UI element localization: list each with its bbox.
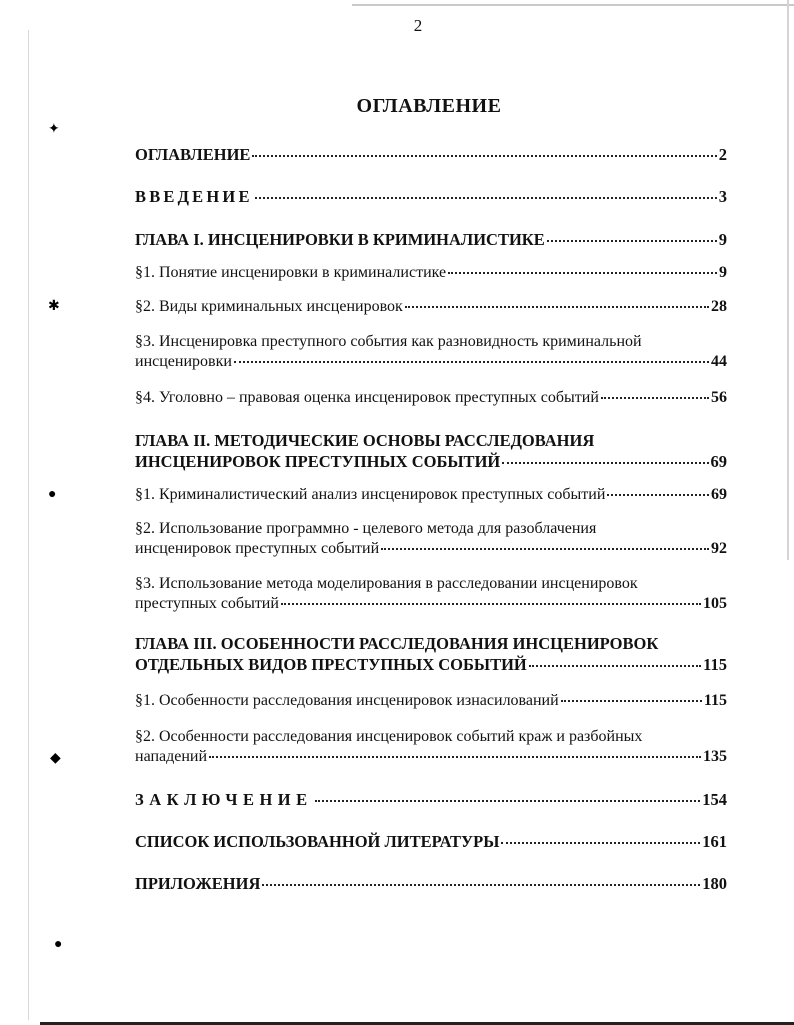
scan-edge-top	[352, 4, 794, 6]
page-title: ОГЛАВЛЕНИЕ	[356, 95, 502, 117]
toc-entry-label: СПИСОК ИСПОЛЬЗОВАННОЙ ЛИТЕРАТУРЫ	[135, 832, 500, 851]
dot-leader	[252, 155, 716, 157]
dot-leader	[381, 548, 709, 550]
toc-entry-label-line-2: преступных событий	[135, 595, 279, 612]
toc-entry-label: ЗАКЛЮЧЕНИЕ	[135, 790, 313, 809]
toc-entry-oglavlenie[interactable]	[135, 145, 727, 165]
dot-leader	[448, 272, 717, 274]
toc-entry-zakluchenie[interactable]	[135, 790, 727, 810]
dot-leader	[601, 397, 709, 399]
dot-leader	[529, 665, 701, 667]
toc-entry-ch2-section-1[interactable]	[135, 486, 727, 504]
toc-entry-label-line-2: инсценировки	[135, 353, 232, 370]
page-number: 2	[413, 16, 423, 35]
toc-page-number: 69	[711, 486, 727, 503]
toc-entry-label-line-2: нападений	[135, 748, 208, 765]
toc-page-number: 92	[711, 540, 727, 557]
toc-entry-prilozheniya[interactable]	[135, 874, 727, 894]
toc-page-number: 105	[703, 595, 727, 612]
toc-page-number: 135	[703, 748, 727, 765]
toc-entry-ch1-section-1[interactable]	[135, 264, 727, 282]
toc-entry-label-line-1: ГЛАВА II. МЕТОДИЧЕСКИЕ ОСНОВЫ РАССЛЕДОВАНИЯ	[135, 431, 595, 450]
dot-leader	[281, 603, 701, 605]
toc-entry-label: §1. Понятие инсценировки в криминалистике	[135, 264, 447, 281]
toc-entry-label: ПРИЛОЖЕНИЯ	[135, 874, 261, 893]
dot-leader	[255, 197, 717, 199]
toc-page-number: 9	[718, 230, 727, 249]
scan-speck: ◆	[50, 751, 61, 766]
scan-speck: ●	[54, 937, 63, 952]
toc-entry-label: ГЛАВА I. ИНСЦЕНИРОВКИ В КРИМИНАЛИСТИКЕ	[135, 230, 545, 249]
toc-entry-ch1-section-3[interactable]	[135, 333, 727, 371]
toc-entry-label-line-1: §2. Особенности расследования инсценировок событий краж и разбойных	[135, 728, 643, 745]
toc-entry-ch2-section-3[interactable]	[135, 575, 727, 613]
toc-page-number: 44	[711, 353, 727, 370]
toc-entry-label-line-1: ГЛАВА III. ОСОБЕННОСТИ РАССЛЕДОВАНИЯ ИНСЦЕНИРОВОК	[135, 634, 659, 653]
dot-leader	[561, 700, 702, 702]
dot-leader	[607, 494, 709, 496]
scan-edge-right	[787, 0, 789, 560]
toc-entry-literature[interactable]	[135, 832, 727, 852]
dot-leader	[262, 884, 700, 886]
toc-entry-label-line-1: §3. Использование метода моделирования в расследовании инсценировок	[135, 575, 638, 592]
toc-entry-label-line-2: ОТДЕЛЬНЫХ ВИДОВ ПРЕСТУПНЫХ СОБЫТИЙ	[135, 655, 527, 674]
toc-entry-label: §4. Уголовно – правовая оценка инсценировок преступных событий	[135, 389, 599, 406]
toc-page-number: 180	[702, 874, 727, 893]
toc-entry-vvedenie[interactable]	[135, 187, 727, 207]
dot-leader	[209, 756, 701, 758]
toc-entry-label: ОГЛАВЛЕНИЕ	[135, 145, 251, 164]
toc-entry-label-line-2: ИНСЦЕНИРОВОК ПРЕСТУПНЫХ СОБЫТИЙ	[135, 452, 501, 471]
toc-page-number: 9	[719, 264, 727, 281]
toc-entry-label-line-1: §3. Инсценировка преступного события как разновидность криминальной	[135, 333, 642, 350]
toc-page-number: 161	[702, 832, 727, 851]
toc-page-number: 115	[703, 692, 727, 709]
toc-page-number: 69	[710, 452, 727, 471]
toc-entry-ch3-section-1[interactable]	[135, 692, 727, 710]
toc-entry-label: §1. Особенности расследования инсценировок изнасилований	[135, 692, 559, 709]
toc-page-number: 2	[718, 145, 727, 164]
scan-speck: ✱	[48, 299, 60, 314]
toc-entry-ch1-section-2[interactable]	[135, 298, 727, 316]
toc-page-number: 3	[718, 187, 727, 206]
dot-leader	[501, 842, 700, 844]
toc-entry-chapter-2[interactable]	[135, 431, 727, 472]
dot-leader	[547, 240, 717, 242]
toc-entry-label-line-2: инсценировок преступных событий	[135, 540, 380, 557]
dot-leader	[405, 306, 709, 308]
toc-entry-ch2-section-2[interactable]	[135, 520, 727, 558]
toc-entry-ch3-section-2[interactable]	[135, 728, 727, 766]
dot-leader	[234, 361, 709, 363]
toc-entry-chapter-1[interactable]	[135, 230, 727, 250]
toc-page-number: 56	[711, 389, 727, 406]
dot-leader	[502, 462, 708, 464]
dot-leader	[315, 800, 701, 802]
toc-entry-label: §2. Виды криминальных инсценировок	[135, 298, 403, 315]
scan-edge-left	[28, 30, 29, 1020]
toc-page-number: 115	[703, 655, 727, 674]
toc-entry-label: ВВЕДЕНИЕ	[135, 187, 253, 206]
toc-entry-label: §1. Криминалистический анализ инсценировок преступных событий	[135, 486, 606, 503]
toc-page-number: 28	[711, 298, 727, 315]
toc-page-number: 154	[702, 790, 727, 809]
toc-entry-chapter-3[interactable]	[135, 634, 727, 675]
scan-speck: ✦	[48, 122, 60, 137]
toc-entry-ch1-section-4[interactable]	[135, 389, 727, 407]
toc-entry-label-line-1: §2. Использование программно - целевого метода для разоблачения	[135, 520, 597, 537]
scan-speck: ●	[48, 487, 57, 502]
